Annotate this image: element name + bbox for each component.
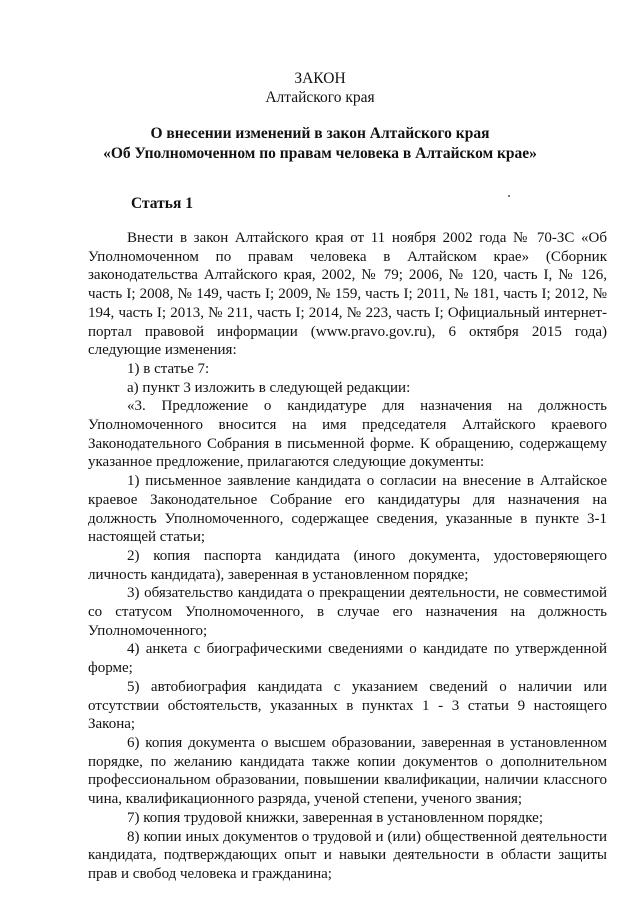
law-title-line-1: О внесении изменений в закон Алтайского края <box>150 125 490 142</box>
law-title-line-2: «Об Уполномоченном по правам человека в Алтайском крае» <box>103 145 537 162</box>
paragraph-item-a: а) пункт 3 изложить в следующей редакции: <box>127 379 411 396</box>
paragraph-intro: Внести в закон Алтайского края от 11 ноября 2002 года № 70-ЗС «Об Уполномоченном по правам человека в Алтайском крае» (Сборник законодательства Алтайского края, 2002, № 79; 2006, № 120, часть I, № 126, часть I; 2008, № 149, часть I; 2009, № 159, часть I; 2011, № 181, часть I; 2012, № 194, часть I; 2013, № 211, часть I; 2014, № 223, часть I; Официальный интернет-портал правовой информации (www.pravo.gov.ru), 6 октября 2015 года) следующие изменения: <box>88 230 607 359</box>
paragraph-doc-5: 5) автобиография кандидата с указанием сведений о наличии или отсутствии обстоятельств, указанных в пунктах 1 - 3 статьи 9 настоящего Закона; <box>88 678 607 733</box>
paragraph-doc-8: 8) копии иных документов о трудовой и (или) общественной деятельности кандидата, подтверждающих опыт и навыки деятельности в области защиты прав и свобод человека и гражданина; <box>88 828 607 882</box>
scan-speck <box>508 195 510 197</box>
article-body <box>88 229 607 884</box>
paragraph-point-3: «3. Предложение о кандидатуре для назначения на должность Уполномоченного вносится на имя председателя Алтайского краевого Законодательного Собрания в письменной форме. К обращению, содержащему указанное предложение, прилагаются следующие документы: <box>88 398 607 471</box>
paragraph-doc-3: 3) обязательство кандидата о прекращении деятельности, не совместимой со статусом Уполномоченного, в случае его назначения на должность Уполномоченного; <box>88 585 607 639</box>
paragraph-doc-1: 1) письменное заявление кандидата о согласии на внесение в Алтайское краевое Законодательное Собрание его кандидатуры для назначения на должность Уполномоченного, содержащее сведения, указанные в пункте 3-1 настоящей статьи; <box>88 473 607 546</box>
paragraph-doc-6: 6) копия документа о высшем образовании, заверенная в установленном порядке, по желанию кандидата также копии документов о дополнительном профессиональном образовании, повышении квалификации, наличии классного чина, квалификационного разряда, ученой степени, ученого звания; <box>88 734 607 808</box>
paragraph-doc-4: 4) анкета с биографическими сведениями о кандидате по утвержденной форме; <box>88 641 607 677</box>
paragraph-doc-7: 7) копия трудовой книжки, заверенная в установленном порядке; <box>127 809 543 826</box>
document-type: ЗАКОН <box>294 70 346 87</box>
paragraph-doc-2: 2) копия паспорта кандидата (иного документа, удостоверяющего личность кандидата), заверенная в установленном порядке; <box>88 547 607 583</box>
paragraph-item-1: 1) в статье 7: <box>127 360 210 377</box>
article-heading: Статья 1 <box>131 195 193 212</box>
region-name: Алтайского края <box>265 89 375 106</box>
